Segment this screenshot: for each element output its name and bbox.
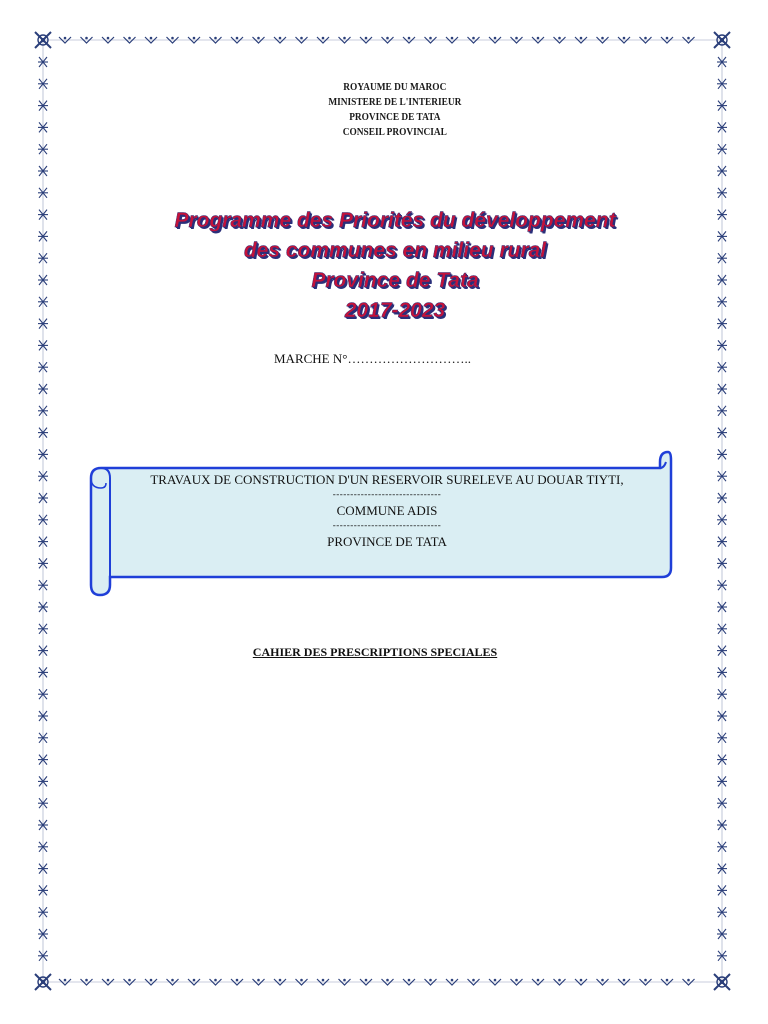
title-line-years: 2017-2023	[344, 299, 446, 322]
header-line-province: PROVINCE DE TATA	[349, 111, 441, 123]
marche-number: MARCHE N°………………………..	[274, 351, 471, 366]
header-line-kingdom: ROYAUME DU MAROC	[343, 81, 447, 93]
separator-line: -------------------------------	[332, 520, 442, 530]
cahier-heading: CAHIER DES PRESCRIPTIONS SPECIALES	[252, 645, 498, 659]
title-line-1: Programme des Priorités du développement	[174, 209, 616, 232]
project-banner	[112, 472, 662, 550]
header-line-council: CONSEIL PROVINCIAL	[342, 126, 447, 138]
header-line-ministry: MINISTERE DE L'INTERIEUR	[328, 96, 462, 108]
separator-line: -------------------------------	[332, 489, 442, 499]
project-description: TRAVAUX DE CONSTRUCTION D'UN RESERVOIR SURELEVE AU DOUAR TIYTI,	[150, 472, 624, 487]
title-line-3: Province de Tata	[311, 269, 479, 292]
commune-name: COMMUNE ADIS	[336, 503, 438, 518]
province-name: PROVINCE DE TATA	[327, 534, 447, 549]
title-line-2: des communes en milieu rural	[243, 239, 547, 262]
